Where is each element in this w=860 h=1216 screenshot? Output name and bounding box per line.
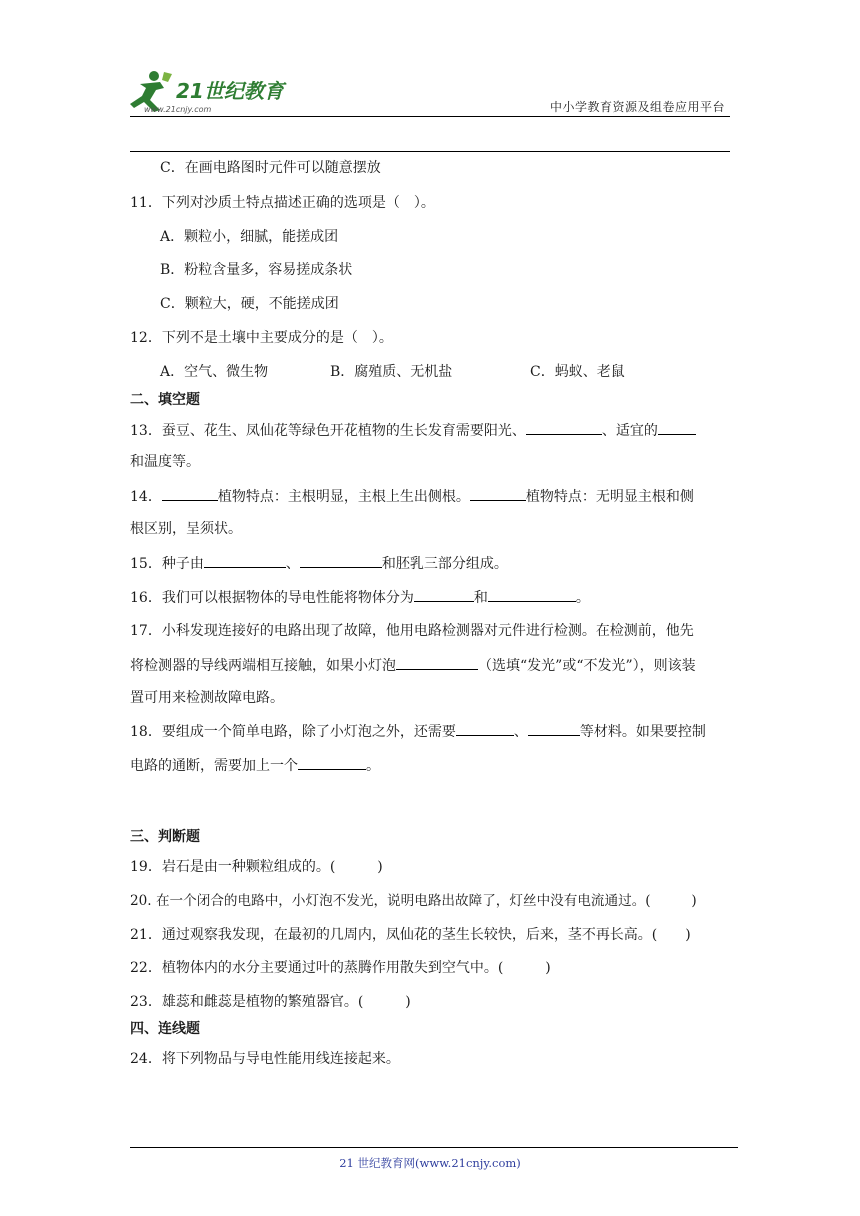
q18-line2: 电路的通断，需要加上一个 。 xyxy=(130,755,380,776)
q11-option-c: C．颗粒大，硬，不能搓成团 xyxy=(160,296,339,312)
q16-blank-2[interactable] xyxy=(488,587,576,602)
q18-blank-2[interactable] xyxy=(528,721,580,736)
q16-blank-1[interactable] xyxy=(414,587,474,602)
q14-blank-2[interactable] xyxy=(470,486,526,501)
header-divider-top xyxy=(130,116,730,117)
q15-blank-1[interactable] xyxy=(204,553,286,568)
q13-blank-1[interactable] xyxy=(526,420,602,435)
footer-divider xyxy=(130,1147,738,1148)
q12-option-b: B．腐殖质、无机盐 xyxy=(330,364,453,380)
q14-blank-1[interactable] xyxy=(162,486,218,501)
q17-blank[interactable] xyxy=(396,655,478,670)
q18-blank-3[interactable] xyxy=(298,755,366,770)
section-true-false: 三、判断题 xyxy=(130,829,200,845)
q20: 20. 在一个闭合的电路中，小灯泡不发光，说明电路出故障了，灯丝中没有电流通过。( ) xyxy=(130,893,697,909)
q14-line2: 根区别，呈须状。 xyxy=(130,521,242,537)
logo-text: 21世纪教育 xyxy=(176,79,284,103)
q12-options xyxy=(160,362,625,382)
footer-link[interactable]: 21 世纪教育网(www.21cnjy.com) xyxy=(339,1156,521,1170)
q15-blank-2[interactable] xyxy=(300,553,382,568)
q12-stem: 12．下列不是土壤中主要成分的是（ ）。 xyxy=(130,330,393,346)
logo xyxy=(120,64,295,120)
header-divider-bottom xyxy=(130,151,730,152)
q15-line: 15．种子由 、 和胚乳三部分组成。 xyxy=(130,553,508,574)
q11-stem: 11．下列对沙质土特点描述正确的选项是（ ）。 xyxy=(130,195,435,211)
q10-option-c: C．在画电路图时元件可以随意摆放 xyxy=(160,160,381,176)
q14-line1: 14． 植物特点：主根明显，主根上生出侧根。 植物特点：无明显主根和侧 xyxy=(130,486,694,507)
section-matching: 四、连线题 xyxy=(130,1021,200,1037)
q11-option-a: A．颗粒小，细腻，能搓成团 xyxy=(160,229,339,245)
q23: 23．雄蕊和雌蕊是植物的繁殖器官。( ) xyxy=(130,994,411,1010)
q13-line1: 13．蚕豆、花生、凤仙花等绿色开花植物的生长发育需要阳光、 、适宜的 xyxy=(130,420,696,441)
q18-line1: 18．要组成一个简单电路，除了小灯泡之外，还需要 、 等材料。如果要控制 xyxy=(130,721,706,742)
platform-label: 中小学教育资源及组卷应用平台 xyxy=(549,100,725,114)
q13-line2: 和温度等。 xyxy=(130,454,200,470)
q17-line3: 置可用来检测故障电路。 xyxy=(130,690,284,706)
q17-line2: 将检测器的导线两端相互接触，如果小灯泡 （选填“发光”或“不发光”），则该装 xyxy=(130,655,696,676)
q21: 21．通过观察我发现，在最初的几周内，凤仙花的茎生长较快，后来，茎不再长高。( ) xyxy=(130,927,691,943)
q17-line1: 17．小科发现连接好的电路出现了故障，他用电路检测器对元件进行检测。在检测前，他先 xyxy=(130,623,694,639)
section-fill-blank: 二、填空题 xyxy=(130,392,200,408)
q11-option-b: B．粉粒含量多，容易搓成条状 xyxy=(160,262,353,278)
q12-option-a: A．空气、微生物 xyxy=(160,364,269,380)
q22: 22．植物体内的水分主要通过叶的蒸腾作用散失到空气中。( ) xyxy=(130,960,551,976)
q16-line: 16．我们可以根据物体的导电性能将物体分为 和 。 xyxy=(130,587,590,608)
q24: 24．将下列物品与导电性能用线连接起来。 xyxy=(130,1051,400,1067)
q13-blank-2[interactable] xyxy=(658,420,696,435)
q12-option-c: C．蚂蚁、老鼠 xyxy=(530,364,625,380)
logo-url: www.21cnjy.com xyxy=(144,105,212,114)
q18-blank-1[interactable] xyxy=(456,721,514,736)
q19: 19．岩石是由一种颗粒组成的。( ) xyxy=(130,859,383,875)
